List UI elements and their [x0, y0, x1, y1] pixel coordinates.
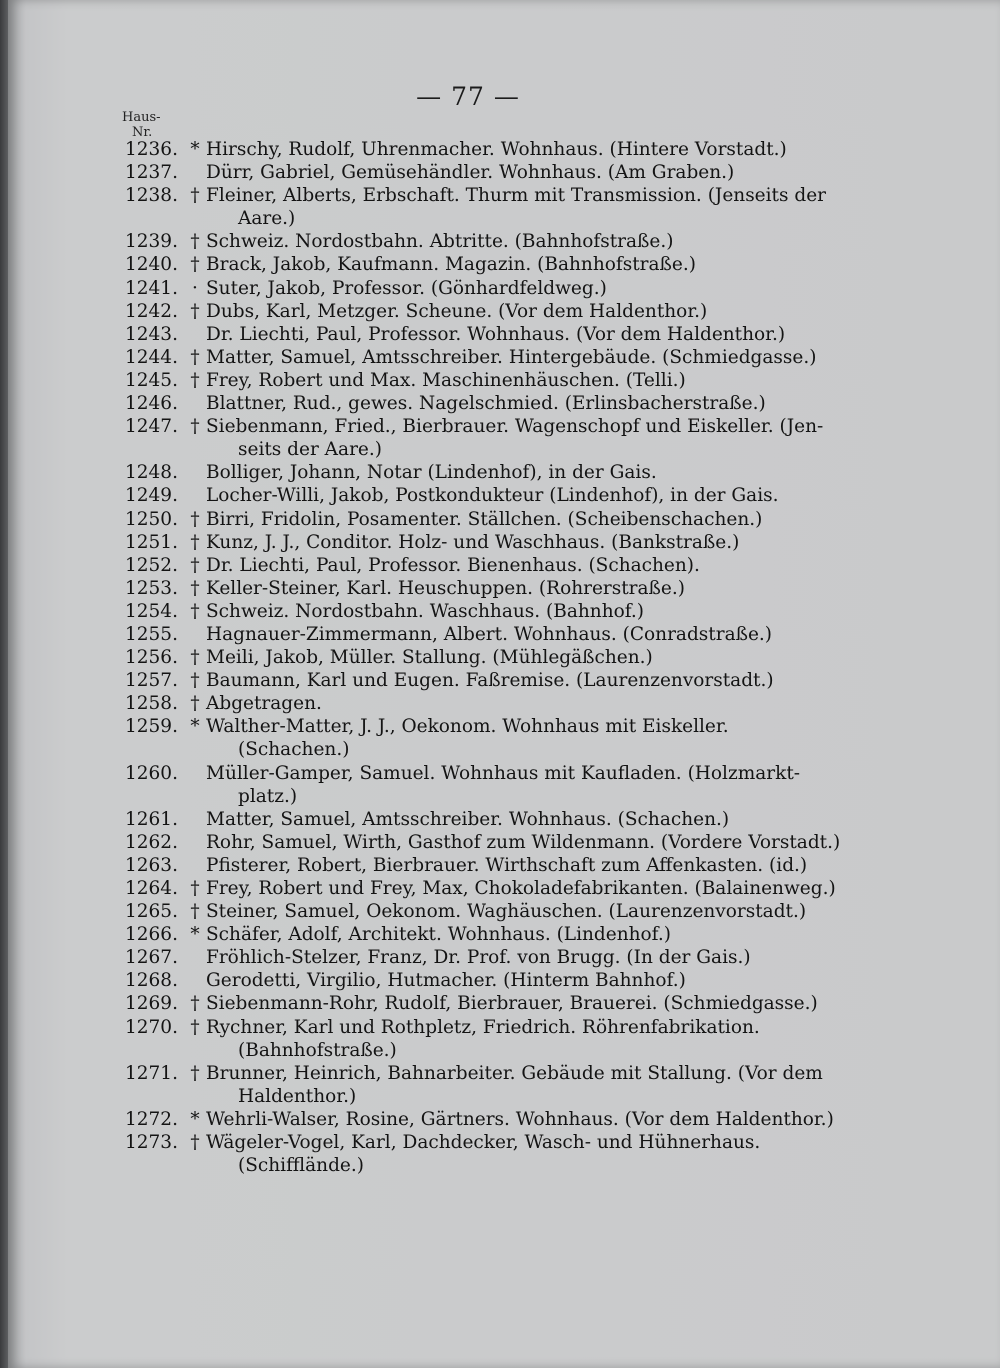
entry-continuation-row: [8, 208, 1000, 231]
entry-text: Baumann, Karl und Eugen. Faßremise. (Laurenzenvorstadt.): [206, 670, 774, 692]
column-header-line: Nr.: [132, 125, 153, 140]
entry-text: Locher-Willi, Jakob, Postkondukteur (Lindenhof), in der Gais.: [206, 485, 779, 507]
entry-text: (Schiffländе.): [238, 1155, 364, 1177]
entry-row: [8, 324, 1000, 347]
entry-number: 1263.: [125, 854, 178, 876]
entry-row: [8, 370, 1000, 393]
entry-mark: †: [190, 577, 200, 599]
entry-continuation-row: [8, 1086, 1000, 1109]
entry-number: 1268.: [125, 970, 178, 992]
entry-text: Aare.): [238, 208, 296, 230]
entry-number: 1244.: [125, 346, 178, 368]
entry-mark: †: [190, 901, 200, 923]
entry-number: 1248.: [125, 462, 178, 484]
entry-number: 1271.: [125, 1062, 178, 1084]
entry-list: [8, 139, 1000, 1178]
entry-row: [8, 601, 1000, 624]
entry-row: [8, 254, 1000, 277]
entry-continuation-row: [8, 1040, 1000, 1063]
entry-continuation-row: [8, 1155, 1000, 1178]
entry-row: [8, 301, 1000, 324]
entry-text: Rohr, Samuel, Wirth, Gasthof zum Wildenmann. (Vordere Vorstadt.): [206, 831, 841, 853]
entry-row: [8, 416, 1000, 439]
entry-number: 1239.: [125, 231, 178, 253]
entry-row: [8, 509, 1000, 532]
entry-text: Schweiz. Nordostbahn. Abtritte. (Bahnhofstraße.): [206, 231, 674, 253]
entry-number: 1240.: [125, 254, 178, 276]
column-header: [122, 110, 161, 140]
entry-text: Dr. Liechti, Paul, Professor. Wohnhaus. (Vor dem Haldenthor.): [206, 323, 786, 345]
entry-number: 1272.: [125, 1108, 178, 1130]
entry-number: 1238.: [125, 185, 178, 207]
entry-text: Meili, Jakob, Müller. Stallung. (Mühlegäßchen.): [206, 647, 653, 669]
entry-number: 1246.: [125, 393, 178, 415]
entry-row: [8, 878, 1000, 901]
entry-mark: †: [190, 369, 200, 391]
entry-row: [8, 809, 1000, 832]
entry-text: Schweiz. Nordostbahn. Waschhaus. (Bahnhof.): [206, 600, 645, 622]
entry-text: Rychner, Karl und Rothpletz, Friedrich. Röhrenfabrikation.: [206, 1016, 760, 1038]
entry-text: Wehrli-Walser, Rosine, Gärtners. Wohnhaus. (Vor dem Haldenthor.): [206, 1108, 834, 1130]
entry-text: (Schachen.): [238, 739, 350, 761]
entry-mark: †: [190, 1062, 200, 1084]
entry-text: Schäfer, Adolf, Architekt. Wohnhaus. (Lindenhof.): [206, 924, 671, 946]
entry-row: [8, 578, 1000, 601]
entry-text: Siebenmann, Fried., Bierbrauer. Wagenschopf und Eiskeller. (Jen-: [206, 416, 824, 438]
entry-row: [8, 970, 1000, 993]
entry-mark: *: [190, 924, 200, 946]
entry-number: 1251.: [125, 531, 178, 553]
entry-mark: ·: [192, 277, 198, 299]
entry-row: [8, 1017, 1000, 1040]
entry-row: [8, 624, 1000, 647]
entry-row: [8, 947, 1000, 970]
entry-row: [8, 555, 1000, 578]
entry-text: Gerodetti, Virgilio, Hutmacher. (Hinterm Bahnhof.): [206, 970, 686, 992]
entry-row: [8, 393, 1000, 416]
entry-text: Dürr, Gabriel, Gemüsehändler. Wohnhaus. (Am Graben.): [206, 162, 735, 184]
entry-mark: *: [190, 1108, 200, 1130]
entry-mark: *: [190, 716, 200, 738]
entry-mark: *: [190, 139, 200, 160]
entry-mark: †: [190, 670, 200, 692]
entry-number: 1236.: [125, 139, 178, 160]
entry-row: [8, 1063, 1000, 1086]
entry-number: 1267.: [125, 947, 178, 969]
entry-row: [8, 347, 1000, 370]
entry-mark: †: [190, 300, 200, 322]
document-page: [8, 0, 1000, 1368]
entry-row: [8, 716, 1000, 739]
entry-number: 1261.: [125, 808, 178, 830]
entry-row: [8, 901, 1000, 924]
entry-number: 1252.: [125, 554, 178, 576]
entry-text: Haldenthor.): [238, 1085, 357, 1107]
entry-text: Siebenmann-Rohr, Rudolf, Bierbrauer, Brauerei. (Schmiedgasse.): [206, 993, 818, 1015]
entry-text: Frey, Robert und Frey, Max, Chokoladefabrikanten. (Balainenweg.): [206, 878, 836, 899]
entry-row: [8, 1132, 1000, 1155]
entry-row: [8, 532, 1000, 555]
entry-number: 1253.: [125, 577, 178, 599]
entry-number: 1259.: [125, 716, 178, 738]
entry-row: [8, 162, 1000, 185]
entry-continuation-row: [8, 439, 1000, 462]
entry-number: 1255.: [125, 623, 178, 645]
entry-mark: †: [190, 993, 200, 1015]
entry-text: Brunner, Heinrich, Bahnarbeiter. Gebäude mit Stallung. (Vor dem: [206, 1062, 823, 1084]
entry-number: 1237.: [125, 162, 178, 184]
entry-number: 1249.: [125, 485, 178, 507]
entry-mark: †: [190, 346, 200, 368]
entry-mark: †: [190, 1016, 200, 1038]
entry-text: Dr. Liechti, Paul, Professor. Bienenhaus. (Schachen).: [206, 554, 700, 576]
entry-mark: †: [190, 508, 200, 530]
entry-number: 1264.: [125, 878, 178, 899]
entry-row: [8, 139, 1000, 162]
entry-mark: †: [190, 254, 200, 276]
entry-text: Hirschy, Rudolf, Uhrenmacher. Wohnhaus. (Hintere Vorstadt.): [206, 139, 787, 160]
entry-row: [8, 993, 1000, 1016]
entry-text: Frey, Robert und Max. Maschinenhäuschen. (Telli.): [206, 369, 686, 391]
entry-row: [8, 278, 1000, 301]
entry-number: 1257.: [125, 670, 178, 692]
entry-number: 1266.: [125, 924, 178, 946]
entry-row: [8, 485, 1000, 508]
entry-text: Kunz, J. J., Conditor. Holz- und Waschhaus. (Bankstraße.): [206, 531, 740, 553]
entry-text: Wägeler-Vogel, Karl, Dachdecker, Wasch- und Hühnerhaus.: [206, 1132, 761, 1154]
entry-number: 1262.: [125, 831, 178, 853]
entry-number: 1270.: [125, 1016, 178, 1038]
entry-mark: †: [190, 531, 200, 553]
entry-number: 1250.: [125, 508, 178, 530]
entry-text: Matter, Samuel, Amtsschreiber. Hintergebäude. (Schmiedgasse.): [206, 346, 817, 368]
entry-mark: †: [190, 554, 200, 576]
entry-row: [8, 1109, 1000, 1132]
entry-row: [8, 693, 1000, 716]
entry-text: Fröhlich-Stelzer, Franz, Dr. Prof. von Brugg. (In der Gais.): [206, 947, 751, 969]
page-number: — 77 —: [416, 82, 520, 111]
entry-mark: †: [190, 878, 200, 899]
entry-text: (Bahnhofstraße.): [238, 1039, 397, 1061]
entry-text: Keller-Steiner, Karl. Heuschuppen. (Rohrerstraße.): [206, 577, 685, 599]
entry-text: seits der Aare.): [238, 439, 382, 461]
column-header-line: Haus-: [122, 110, 161, 125]
entry-mark: †: [190, 231, 200, 253]
entry-text: Bolliger, Johann, Notar (Lindenhof), in der Gais.: [206, 462, 657, 484]
entry-row: [8, 670, 1000, 693]
entry-number: 1258.: [125, 693, 178, 715]
entry-text: platz.): [238, 785, 298, 807]
entry-text: Steiner, Samuel, Oekonom. Waghäuschen. (Laurenzenvorstadt.): [206, 901, 807, 923]
entry-number: 1260.: [125, 762, 178, 784]
entry-row: [8, 924, 1000, 947]
entry-number: 1245.: [125, 369, 178, 391]
entry-number: 1273.: [125, 1132, 178, 1154]
entry-continuation-row: [8, 739, 1000, 762]
entry-row: [8, 763, 1000, 786]
entry-row: [8, 185, 1000, 208]
entry-text: Brack, Jakob, Kaufmann. Magazin. (Bahnhofstraße.): [206, 254, 696, 276]
entry-text: Hagnauer-Zimmermann, Albert. Wohnhaus. (Conradstraße.): [206, 623, 773, 645]
entry-text: Birri, Fridolin, Posamenter. Ställchen. (Scheibenschachen.): [206, 508, 763, 530]
entry-text: Suter, Jakob, Professor. (Gönhardfeldweg.): [206, 277, 607, 299]
entry-row: [8, 832, 1000, 855]
entry-row: [8, 462, 1000, 485]
entry-continuation-row: [8, 786, 1000, 809]
entry-number: 1241.: [125, 277, 178, 299]
entry-text: Matter, Samuel, Amtsschreiber. Wohnhaus. (Schachen.): [206, 808, 730, 830]
entry-number: 1265.: [125, 901, 178, 923]
entry-number: 1269.: [125, 993, 178, 1015]
entry-number: 1243.: [125, 323, 178, 345]
entry-text: Fleiner, Alberts, Erbschaft. Thurm mit Transmission. (Jenseits der: [206, 185, 826, 207]
entry-mark: †: [190, 600, 200, 622]
entry-row: [8, 231, 1000, 254]
entry-mark: †: [190, 416, 200, 438]
entry-mark: †: [190, 185, 200, 207]
entry-mark: †: [190, 647, 200, 669]
entry-number: 1256.: [125, 647, 178, 669]
entry-number: 1242.: [125, 300, 178, 322]
entry-row: [8, 647, 1000, 670]
entry-mark: †: [190, 1132, 200, 1154]
entry-mark: †: [190, 693, 200, 715]
entry-text: Pfisterer, Robert, Bierbrauer. Wirthschaft zum Affenkasten. (id.): [206, 854, 808, 876]
entry-number: 1254.: [125, 600, 178, 622]
entry-text: Müller-Gamper, Samuel. Wohnhaus mit Kaufladen. (Holzmarkt-: [206, 762, 801, 784]
entry-row: [8, 855, 1000, 878]
entry-text: Blattner, Rud., gewes. Nagelschmied. (Erlinsbacherstraße.): [206, 393, 766, 415]
entry-text: Dubs, Karl, Metzger. Scheune. (Vor dem Haldenthor.): [206, 300, 708, 322]
entry-number: 1247.: [125, 416, 178, 438]
entry-text: Abgetragen.: [206, 693, 322, 715]
entry-text: Walther-Matter, J. J., Oekonom. Wohnhaus mit Eiskeller.: [206, 716, 729, 738]
